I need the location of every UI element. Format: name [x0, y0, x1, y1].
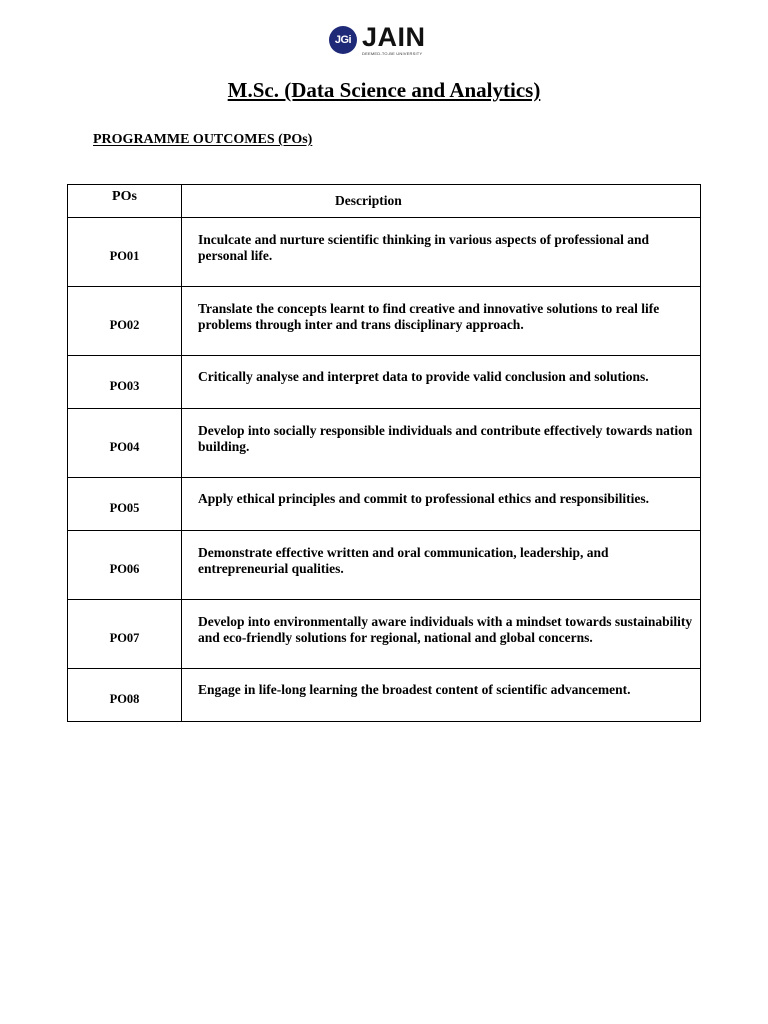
po-description-cell — [182, 409, 701, 478]
table-row — [68, 531, 701, 600]
logo-tagline: DEEMED-TO-BE UNIVERSITY — [362, 51, 423, 56]
po-code: PO07 — [68, 600, 182, 669]
logo-name: JAIN — [362, 22, 426, 52]
po-description-cell — [182, 287, 701, 356]
programme-outcomes-table — [67, 184, 701, 722]
po-description-cell — [182, 478, 701, 531]
table-row — [68, 356, 701, 409]
page-title — [0, 78, 768, 103]
table-row — [68, 478, 701, 531]
po-code: PO03 — [68, 356, 182, 409]
po-code: PO05 — [68, 478, 182, 531]
po-description: Develop into socially responsible individuals and contribute effectively towards nation building. — [198, 423, 693, 454]
po-description: Apply ethical principles and commit to professional ethics and responsibilities. — [198, 491, 650, 506]
logo-wordmark — [362, 24, 426, 56]
table-row — [68, 409, 701, 478]
section-heading: PROGRAMME OUTCOMES (POs) — [93, 132, 313, 147]
po-code: PO06 — [68, 531, 182, 600]
university-logo — [329, 22, 426, 58]
po-description-cell — [182, 669, 701, 722]
table-header-row — [68, 185, 701, 218]
po-code: PO04 — [68, 409, 182, 478]
table-row — [68, 287, 701, 356]
po-description-cell — [182, 356, 701, 409]
table-row — [68, 669, 701, 722]
po-description-cell — [182, 218, 701, 287]
po-description: Critically analyse and interpret data to provide valid conclusion and solutions. — [198, 369, 649, 384]
po-description: Translate the concepts learnt to find creative and innovative solutions to real life problems through inter and trans disciplinary approach. — [198, 301, 660, 332]
po-description: Develop into environmentally aware individuals with a mindset towards sustainability and eco-friendly solutions for regional, national and global concerns. — [198, 614, 693, 645]
po-code: PO01 — [68, 218, 182, 287]
jgi-emblem-icon: JGi — [329, 26, 357, 54]
column-header-pos: POs — [68, 185, 182, 218]
po-description-cell — [182, 600, 701, 669]
table-row — [68, 600, 701, 669]
po-code: PO02 — [68, 287, 182, 356]
po-description: Demonstrate effective written and oral communication, leadership, and entrepreneurial qualities. — [198, 545, 609, 576]
table-row — [68, 218, 701, 287]
po-description: Inculcate and nurture scientific thinking in various aspects of professional and personal life. — [198, 232, 650, 263]
po-description-cell — [182, 531, 701, 600]
page-title-text: M.Sc. (Data Science and Analytics) — [227, 78, 541, 102]
po-code: PO08 — [68, 669, 182, 722]
po-description: Engage in life-long learning the broadest content of scientific advancement. — [198, 682, 631, 697]
column-header-description: Description — [182, 185, 701, 218]
